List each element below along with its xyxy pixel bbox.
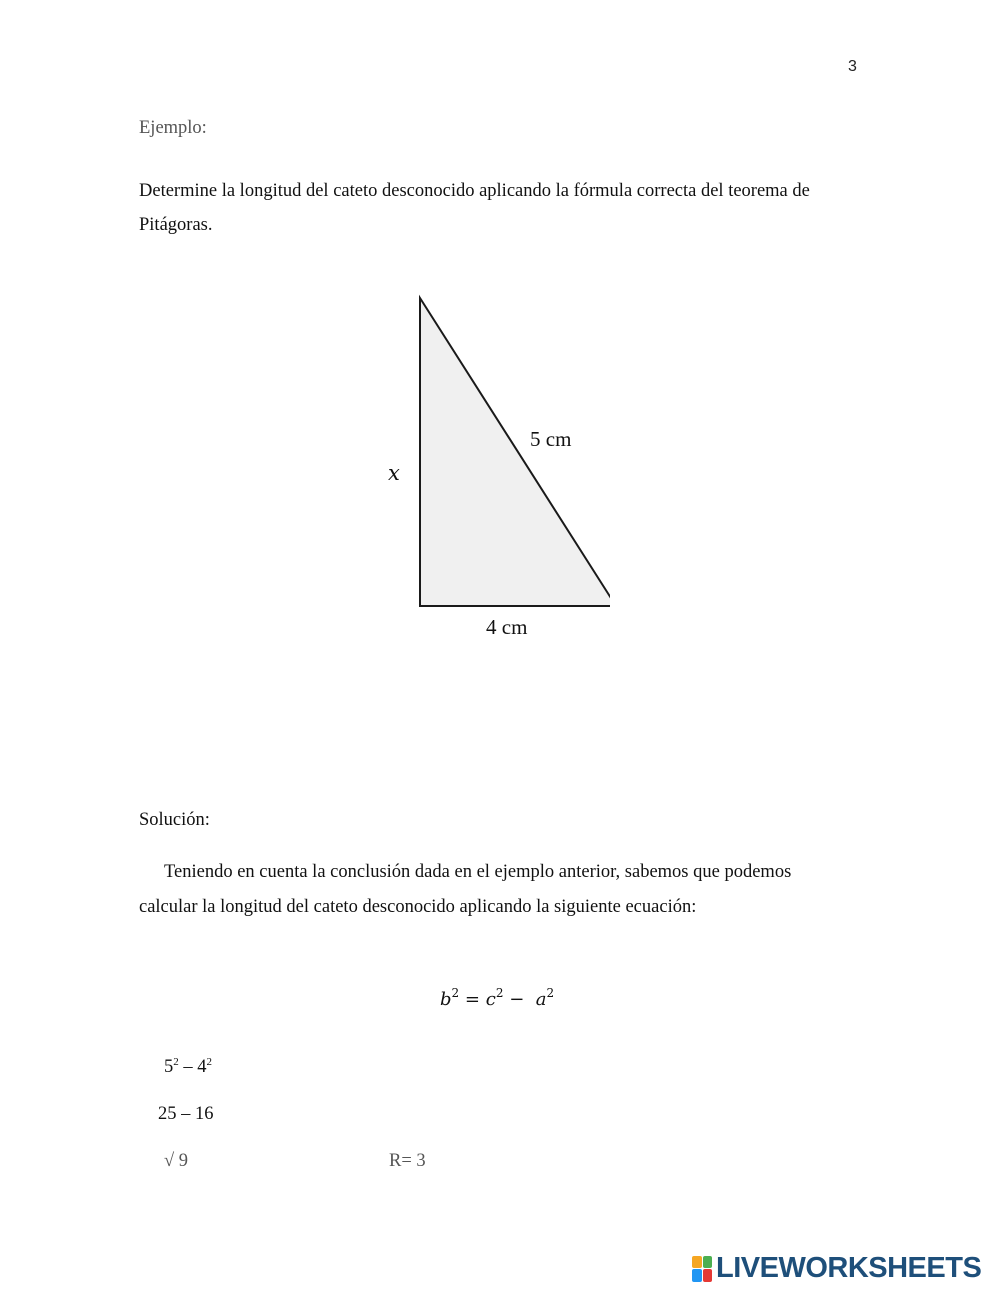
- right-triangle-figure: [370, 280, 610, 650]
- example-heading: Ejemplo:: [139, 118, 207, 138]
- solution-paragraph-line-2: calcular la longitud del cateto desconocido aplicando la siguiente ecuación:: [139, 897, 697, 917]
- example-prompt-line-2: Pitágoras.: [139, 215, 213, 235]
- equation-a-exponent: 2: [546, 986, 555, 1000]
- liveworksheets-logo: [692, 1252, 981, 1285]
- logo-text: LIVEWORKSHEETS: [716, 1252, 982, 1284]
- equation-equals: =: [464, 989, 480, 1010]
- equation-minus: −: [509, 989, 525, 1010]
- step-squares-exp-2: 2: [206, 1055, 212, 1068]
- step-squares: [164, 1050, 212, 1084]
- label-base: 4 cm: [486, 615, 528, 639]
- result: R= 3: [389, 1151, 426, 1171]
- label-vertical-side: x: [388, 461, 400, 485]
- pythagoras-equation: [440, 986, 554, 1010]
- logo-mark-square-4: [703, 1269, 713, 1282]
- solution-paragraph-line-1: Teniendo en cuenta la conclusión dada en el ejemplo anterior, sabemos que podemos: [164, 862, 792, 882]
- equation-a: a: [535, 989, 547, 1010]
- solution-heading: Solución:: [139, 810, 210, 830]
- page-number: 3: [848, 58, 857, 75]
- equation-c: c: [485, 989, 496, 1010]
- equation-c-exponent: 2: [495, 986, 504, 1000]
- step-squares-base-2: 4: [197, 1057, 207, 1077]
- step-square-root: √ 9: [164, 1151, 189, 1171]
- step-squares-base-1: 5: [164, 1057, 174, 1077]
- step-subtraction: 25 – 16: [158, 1104, 214, 1124]
- equation-b-exponent: 2: [451, 986, 460, 1000]
- example-prompt-line-1: Determine la longitud del cateto desconocido aplicando la fórmula correcta del teorema de: [139, 181, 810, 201]
- label-hypotenuse: 5 cm: [530, 427, 572, 451]
- logo-mark-square-3: [692, 1269, 702, 1282]
- logo-mark-square-1: [692, 1256, 702, 1269]
- equation-b: b: [440, 989, 452, 1010]
- logo-mark-square-2: [703, 1256, 713, 1269]
- logo-mark-icon: [692, 1256, 712, 1282]
- triangle-shape: [420, 298, 610, 606]
- step-squares-op: –: [178, 1057, 198, 1077]
- step-squares-exp-1: 2: [173, 1055, 179, 1068]
